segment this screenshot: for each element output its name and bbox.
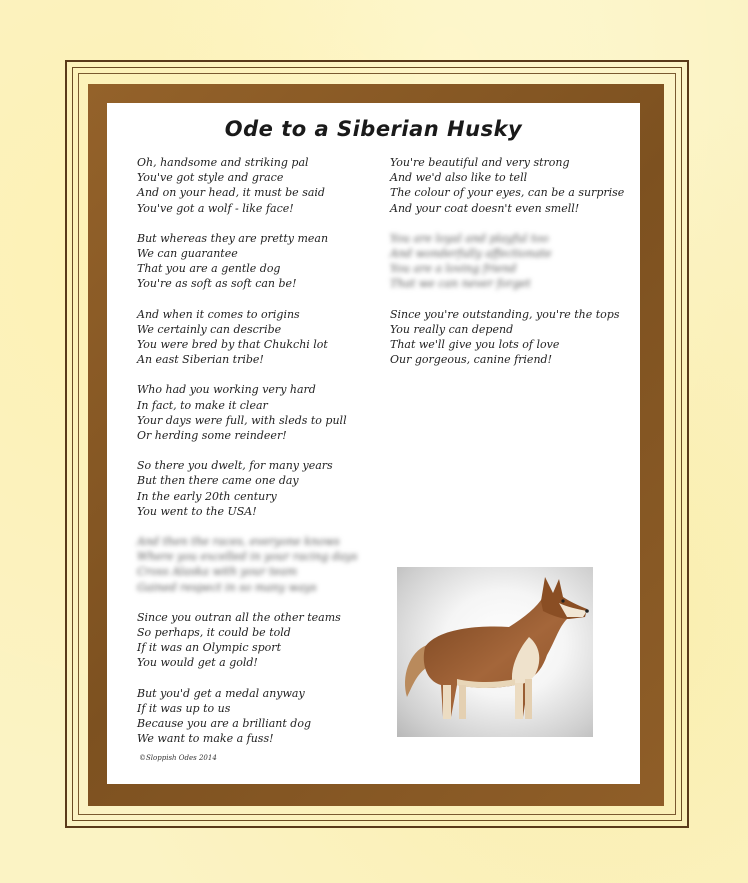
poem-line: You went to the USA! (137, 504, 257, 518)
poem-line: An east Siberian tribe! (137, 353, 264, 367)
poem-line: And wonderfully affectionate (390, 247, 552, 261)
poem-line: You are a loving friend (390, 262, 517, 276)
stanza (137, 231, 382, 292)
poem-line: Since you're outstanding, you're the tops (390, 307, 620, 321)
poem-line: You've got style and grace (137, 171, 284, 185)
poem-line: We want to make a fuss! (137, 732, 274, 746)
poem-line: But then there came one day (137, 474, 299, 488)
poem-line: And on your head, it must be said (137, 186, 325, 200)
poem-line: But whereas they are pretty mean (137, 231, 329, 245)
poem-line: You really can depend (390, 322, 514, 336)
poem-line: Since you outran all the other teams (137, 610, 341, 624)
stanza (390, 155, 635, 216)
stanza (137, 155, 382, 216)
poem-title: Ode to a Siberian Husky (224, 117, 523, 141)
stanza (137, 686, 382, 747)
poem-line: Your days were full, with sleds to pull (137, 413, 347, 427)
poem-line: We certainly can describe (137, 322, 282, 336)
stanza (137, 382, 382, 443)
poem-line: Oh, handsome and striking pal (137, 156, 309, 169)
poem-line: If it was up to us (137, 701, 231, 715)
poem-line: Where you excelled in your racing days (137, 550, 358, 564)
poem-line: That we can never forget (390, 277, 531, 291)
poem-line: You would get a gold! (137, 656, 258, 670)
poem-line: The colour of your eyes, can be a surprise (390, 186, 625, 200)
poem-line: And then the races, everyone knows (137, 535, 340, 549)
poem-line: And your coat doesn't even smell! (390, 201, 580, 215)
poem-line: You're as soft as soft can be! (137, 277, 297, 291)
blurred-stanza (390, 231, 635, 292)
poem-line: Our gorgeous, canine friend! (390, 353, 552, 367)
poem-line: You are loyal and playful too (390, 231, 549, 245)
poem-line: That we'll give you lots of love (390, 338, 560, 352)
poem-line: You're beautiful and very strong (390, 156, 570, 169)
poem-line: Gained respect in so many ways (137, 580, 317, 594)
poem-line: That you are a gentle dog (137, 262, 281, 276)
stanza (390, 307, 635, 368)
poem-line: So there you dwelt, for many years (137, 459, 333, 473)
poem-line: We can guarantee (137, 247, 238, 261)
poem-line: You've got a wolf - like face! (137, 201, 294, 215)
left-column (137, 155, 382, 762)
right-column (390, 155, 635, 382)
poem-paper (107, 103, 640, 784)
poem-line: If it was an Olympic sport (137, 641, 281, 655)
stanza (137, 307, 382, 368)
poem-line: In fact, to make it clear (137, 398, 268, 412)
poem-line: Or herding some reindeer! (137, 429, 287, 443)
copyright-notice: ©Sloppish Odes 2014 (139, 754, 217, 762)
poem-line: And when it comes to origins (137, 307, 300, 321)
poem-line: Because you are a brilliant dog (137, 717, 311, 731)
husky-illustration (397, 567, 593, 737)
poem-line: So perhaps, it could be told (137, 626, 291, 640)
husky-photo (397, 567, 593, 737)
stanza (137, 458, 382, 519)
poem-line: Who had you working very hard (137, 383, 316, 397)
poem-line: Cross Alaska with your team (137, 565, 297, 579)
poem-line: In the early 20th century (137, 489, 277, 503)
poem-line: And we'd also like to tell (390, 171, 528, 185)
stanza (137, 610, 382, 671)
blurred-stanza (137, 534, 382, 595)
poem-line: But you'd get a medal anyway (137, 686, 305, 700)
poem-line: You were bred by that Chukchi lot (137, 338, 328, 352)
